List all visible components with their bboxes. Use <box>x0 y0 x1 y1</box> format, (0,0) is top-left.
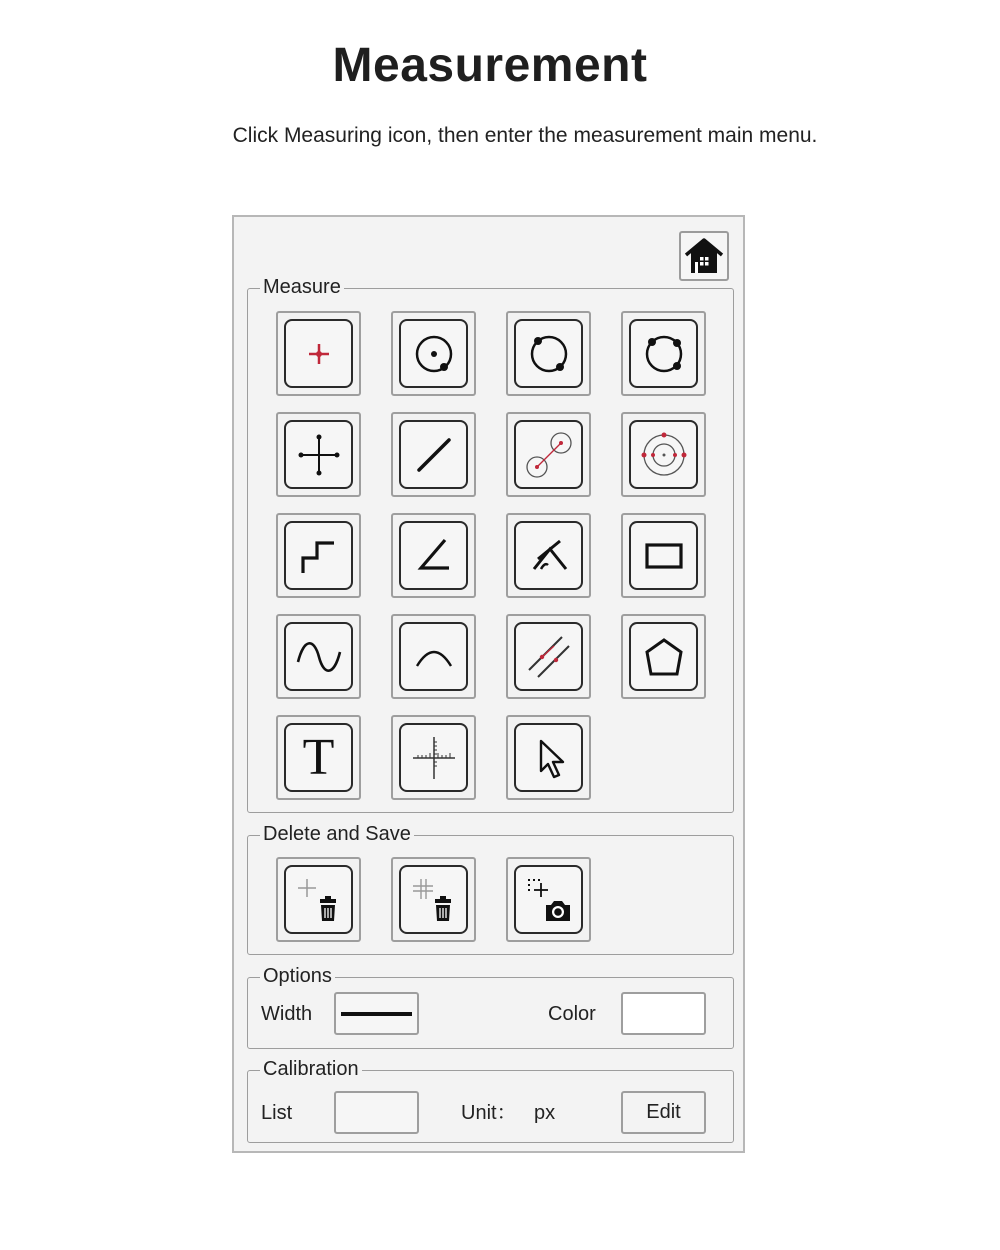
home-icon <box>683 235 725 277</box>
step-polyline-icon <box>294 531 344 581</box>
home-button[interactable] <box>679 231 729 281</box>
edit-calibration-button[interactable]: Edit <box>621 1091 706 1134</box>
delete-all-icon <box>409 875 459 925</box>
circle-two-point-tool-button[interactable] <box>506 311 591 396</box>
calibration-group-title: Calibration <box>260 1057 362 1081</box>
color-swatch <box>627 998 700 1029</box>
angle-arc-icon <box>524 531 574 581</box>
measurement-panel <box>232 215 745 1153</box>
pointer-tool-button[interactable] <box>506 715 591 800</box>
options-group-title: Options <box>260 964 335 988</box>
cross-icon <box>294 430 344 480</box>
angle-icon <box>409 531 459 581</box>
color-picker[interactable] <box>621 992 706 1035</box>
line-width-preview <box>341 1012 412 1016</box>
measure-group-title: Measure <box>260 275 344 299</box>
angle-arc-tool-button[interactable] <box>506 513 591 598</box>
delete-save-group <box>247 823 734 955</box>
line-tool-button[interactable] <box>391 412 476 497</box>
parallel-lines-icon <box>524 632 574 682</box>
line-icon <box>409 430 459 480</box>
rectangle-icon <box>639 531 689 581</box>
point-tool-button[interactable] <box>276 311 361 396</box>
polygon-tool-button[interactable] <box>621 614 706 699</box>
unit-value: px <box>534 1102 556 1124</box>
line-width-selector[interactable] <box>334 992 419 1035</box>
concentric-circles-icon <box>639 430 689 480</box>
parallel-lines-tool-button[interactable] <box>506 614 591 699</box>
ruler-cross-icon <box>409 733 459 783</box>
delete-all-button[interactable] <box>391 857 476 942</box>
text-icon: T <box>284 723 353 792</box>
save-snapshot-button[interactable] <box>506 857 591 942</box>
circle-three-point-icon <box>639 329 689 379</box>
polygon-icon <box>639 632 689 682</box>
concentric-circles-tool-button[interactable] <box>621 412 706 497</box>
list-label: List <box>261 1102 293 1124</box>
arc-tool-button[interactable] <box>391 614 476 699</box>
rectangle-tool-button[interactable] <box>621 513 706 598</box>
point-icon <box>294 329 344 379</box>
calibration-group <box>247 1058 734 1143</box>
curve-tool-button[interactable] <box>276 614 361 699</box>
pointer-icon <box>524 733 574 783</box>
cross-tool-button[interactable] <box>276 412 361 497</box>
delete-selected-button[interactable] <box>276 857 361 942</box>
curve-icon <box>294 632 344 682</box>
options-group <box>247 965 734 1049</box>
width-label: Width <box>261 1003 313 1025</box>
circle-two-point-icon <box>524 329 574 379</box>
arc-icon <box>409 632 459 682</box>
circle-distance-tool-button[interactable] <box>506 412 591 497</box>
circle-center-radius-tool-button[interactable] <box>391 311 476 396</box>
color-label: Color <box>548 1003 596 1025</box>
step-polyline-tool-button[interactable] <box>276 513 361 598</box>
calibration-list-select[interactable] <box>334 1091 419 1134</box>
angle-tool-button[interactable] <box>391 513 476 598</box>
ruler-cross-tool-button[interactable] <box>391 715 476 800</box>
page-title: Measurement <box>332 39 648 92</box>
unit-label: Unit： <box>461 1102 517 1124</box>
circle-center-radius-icon <box>409 329 459 379</box>
delete-save-group-title: Delete and Save <box>260 822 414 846</box>
delete-selected-icon <box>294 875 344 925</box>
page-subtitle: Click Measuring icon, then enter the measurement main menu. <box>232 124 818 147</box>
text-tool-button[interactable] <box>276 715 361 800</box>
circle-three-point-tool-button[interactable] <box>621 311 706 396</box>
circle-distance-icon <box>524 430 574 480</box>
measure-group <box>247 276 734 813</box>
save-snapshot-icon <box>524 875 574 925</box>
